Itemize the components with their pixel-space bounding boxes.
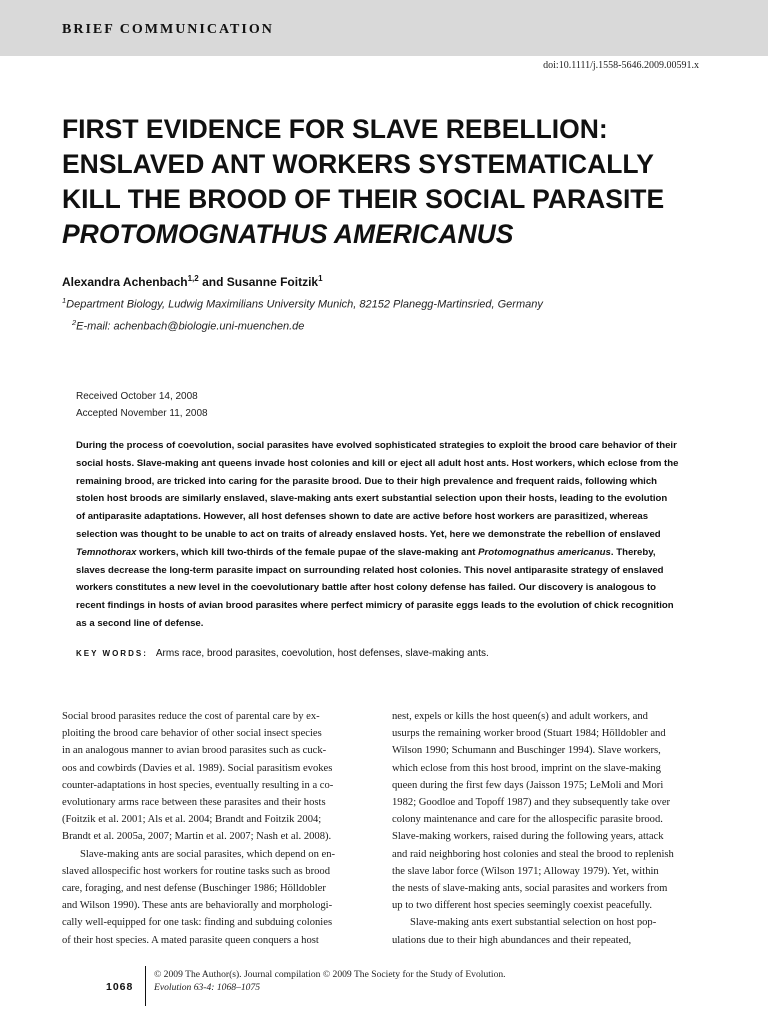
body-line: Wilson 1990; Schumann and Buschinger 1994). Slave workers, bbox=[392, 745, 661, 757]
affiliation bbox=[62, 296, 543, 311]
body-line: Slave-making ants are social parasites, which depend on en- bbox=[80, 848, 336, 860]
body-line: which eclose from this host brood, imprint on the slave-making bbox=[392, 762, 661, 774]
title-species: PROTOMOGNATHUS AMERICANUS bbox=[62, 219, 514, 249]
section-label: BRIEF COMMUNICATION bbox=[62, 22, 274, 37]
species-name: Protomognathus americanus bbox=[478, 546, 611, 558]
title-line: ENSLAVED ANT WORKERS SYSTEMATICALLY bbox=[62, 149, 654, 179]
abstract bbox=[76, 437, 690, 633]
abstract-text: workers, which kill two-thirds of the female pupae of the slave-making ant bbox=[136, 546, 479, 558]
abstract-line: social hosts. Slave-making ant queens invade host colonies and kill or eject all adult host ants. Host workers, which eclose from the bbox=[76, 457, 679, 469]
abstract-line: selection was thought to be unable to act on traits of already enslaved hosts. Yet, here we demonstrate the rebellion of enslaved bbox=[76, 528, 661, 540]
author-list bbox=[62, 274, 323, 289]
body-line: nest, expels or kills the host queen(s) and adult workers, and bbox=[392, 711, 648, 722]
body-line: cally well-equipped for one task: finding and subduing colonies bbox=[62, 917, 333, 929]
keywords bbox=[76, 648, 489, 659]
author-conjunction: and bbox=[198, 275, 227, 289]
body-column-right bbox=[392, 708, 698, 949]
article-title bbox=[62, 112, 722, 252]
body-line: in an analogous manner to avian brood parasites such as cuck- bbox=[62, 745, 327, 757]
abstract-line bbox=[76, 544, 690, 562]
abstract-line: slaves decrease the long-term parasite impact on surrounding related host colonies. This novel antiparasite strategy of enslaved bbox=[76, 564, 664, 576]
body-line: Social brood parasites reduce the cost of parental care by ex- bbox=[62, 711, 320, 722]
journal-citation: Evolution 63-4: 1068–1075 bbox=[154, 982, 261, 993]
body-line: colony maintenance and care for the allospecific parasite brood. bbox=[392, 814, 663, 826]
body-line: 1982; Goodloe and Topoff 1987) and they subsequently take over bbox=[392, 797, 671, 809]
section-banner bbox=[0, 0, 768, 56]
author-name: Alexandra Achenbach bbox=[62, 275, 188, 289]
abstract-line: stolen host broods are similarly enslaved, slave-making ants exert substantial selection upon their hosts, leading to the evolution bbox=[76, 493, 668, 505]
body-line: and raid neighboring host colonies and steal the brood to replenish bbox=[392, 848, 674, 860]
title-line: FIRST EVIDENCE FOR SLAVE REBELLION: bbox=[62, 114, 608, 144]
body-line: care, foraging, and nest defense (Buschinger 1986; Hölldobler bbox=[62, 883, 326, 895]
body-column-left bbox=[62, 708, 368, 949]
body-line: and Wilson 1990). These ants are behaviorally and morphologi- bbox=[62, 900, 333, 912]
body-line: counter-adaptations in host species, eventually resulting in a co- bbox=[62, 779, 334, 791]
affiliation-text: Department Biology, Ludwig Maximilians University Munich, 82152 Planegg-Martinsried, Germany bbox=[66, 298, 543, 311]
page-number: 1068 bbox=[106, 981, 134, 993]
body-line: evolutionary arms race between these parasites and their hosts bbox=[62, 797, 326, 809]
author-affiliation-marker: 1 bbox=[318, 274, 323, 283]
body-line: queen during the first few days (Jaisson 1975; LeMoli and Mori bbox=[392, 779, 664, 791]
copyright-notice: © 2009 The Author(s). Journal compilation © 2009 The Society for the Study of Evolution. bbox=[154, 969, 506, 980]
body-line: up to two different host species seemingly coexist peacefully. bbox=[392, 900, 653, 912]
author-affiliation-marker: 1,2 bbox=[187, 274, 199, 283]
body-line: Slave-making ants exert substantial selection on host pop- bbox=[410, 917, 657, 929]
author-name: Susanne Foitzik bbox=[226, 275, 319, 289]
title-line: KILL THE BROOD OF THEIR SOCIAL PARASITE bbox=[62, 184, 665, 214]
abstract-text: . Thereby, bbox=[610, 546, 656, 558]
body-line: ulations due to their high abundances and their repeated, bbox=[392, 934, 632, 946]
genus-name: Temnothorax bbox=[76, 546, 137, 558]
abstract-line: During the process of coevolution, social parasites have evolved sophisticated strategies to exploit the brood care behavior of their bbox=[76, 440, 677, 451]
affiliation-marker: 1 bbox=[62, 296, 67, 305]
footer-info bbox=[154, 968, 506, 994]
abstract-line: workers constitutes a new level in the coevolutionary battle after host colony defense has failed. Our discovery is analogous to bbox=[76, 582, 657, 594]
email-marker: 2 bbox=[72, 318, 77, 327]
doi[interactable]: doi:10.1111/j.1558-5646.2009.00591.x bbox=[543, 60, 699, 71]
abstract-line: remaining brood, are tricked into caring for the parasite brood. Due to their high prevalence and frequent raids, following which bbox=[76, 475, 658, 487]
keywords-text: Arms race, brood parasites, coevolution, host defenses, slave-making ants. bbox=[155, 648, 489, 659]
body-line: oos and cowbirds (Davies et al. 1989). Social parasitism evokes bbox=[62, 762, 333, 774]
email-address[interactable]: E-mail: achenbach@biologie.uni-muenchen.de bbox=[76, 320, 305, 333]
body-line: usurps the remaining worker brood (Stuart 1984; Hölldobler and bbox=[392, 728, 666, 740]
body-line: Brandt et al. 2005a, 2007; Martin et al. 2007; Nash et al. 2008). bbox=[62, 831, 332, 843]
accepted-date: Accepted November 11, 2008 bbox=[76, 408, 208, 419]
email-line bbox=[72, 318, 304, 333]
body-line: the nests of slave-making ants, social parasites and workers from bbox=[392, 883, 668, 895]
body-line: Slave-making workers, raised during the following years, attack bbox=[392, 831, 664, 843]
keywords-label: KEY WORDS: bbox=[76, 649, 148, 658]
abstract-line: recent findings in hosts of avian brood parasites where perfect mimicry of parasite eggs leads to the evolution of chick recognition bbox=[76, 600, 674, 612]
body-line: slaved allospecific host workers for routine tasks such as brood bbox=[62, 865, 331, 877]
body-line: of their host species. A mated parasite queen conquers a host bbox=[62, 934, 319, 946]
abstract-line: of antiparasite adaptations. However, all host defenses shown to date are active before host workers are parasitized, whereas bbox=[76, 511, 649, 523]
received-date: Received October 14, 2008 bbox=[76, 391, 198, 402]
abstract-line: as a second line of defense. bbox=[76, 617, 204, 629]
article-dates bbox=[76, 388, 208, 422]
body-line: ploiting the brood care behavior of other social insect species bbox=[62, 728, 322, 740]
body-line: the slave labor force (Wilson 1971; Alloway 1979). Yet, within bbox=[392, 865, 659, 877]
body-line: (Foitzik et al. 2001; Als et al. 2004; Brandt and Foitzik 2004; bbox=[62, 814, 322, 826]
footer-divider bbox=[145, 966, 146, 1006]
